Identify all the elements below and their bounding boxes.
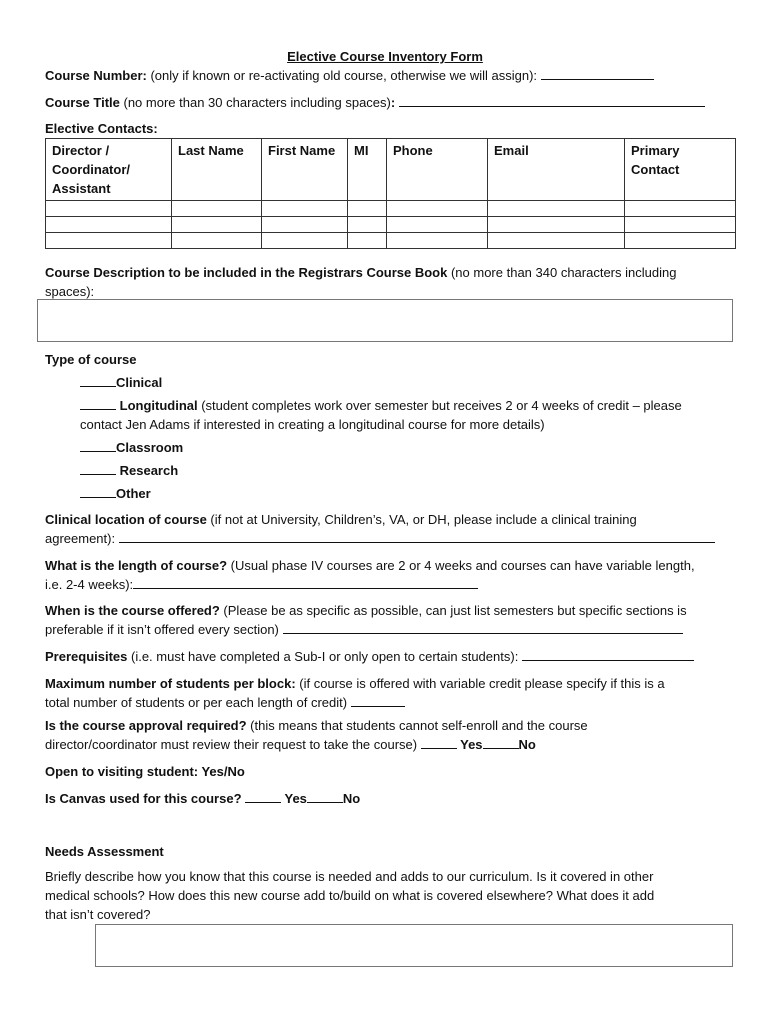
canvas-label: Is Canvas used for this course?	[45, 791, 246, 806]
course-description-note-2: spaces):	[45, 284, 95, 299]
table-cell[interactable]	[625, 201, 736, 217]
classroom-checkbox-blank[interactable]	[80, 439, 116, 452]
course-title-note: (no more than 30 characters including spaces)	[119, 95, 391, 110]
course-title-label: Course Title	[45, 95, 120, 110]
table-row	[46, 201, 736, 217]
max-students-field[interactable]	[351, 694, 405, 707]
when-offered-line	[45, 602, 687, 620]
classroom-label: Classroom	[116, 440, 184, 455]
max-students-line-2	[45, 694, 405, 712]
option-research[interactable]	[80, 462, 178, 480]
canvas-no-label: No	[342, 791, 361, 806]
max-students-note-2: total number of students or per each length of credit)	[45, 695, 351, 710]
course-description-note: (no more than 340 characters including	[447, 265, 677, 280]
header-director: Director / Coordinator/ Assistant	[46, 139, 172, 201]
needs-assessment-text-1: Briefly describe how you know that this course is needed and adds to our curriculum. Is it covered in other	[45, 869, 654, 884]
type-of-course-label: Type of course	[45, 352, 137, 367]
approval-no-blank[interactable]	[483, 736, 519, 749]
table-cell[interactable]	[625, 233, 736, 249]
prerequisites-line	[45, 648, 694, 666]
course-description-line	[45, 264, 676, 282]
prerequisites-field[interactable]	[522, 648, 694, 661]
form-title: Elective Course Inventory Form	[287, 49, 483, 64]
canvas-yes-blank[interactable]	[245, 790, 281, 803]
needs-assessment-text-2: medical schools? How does this new course add to/build on what is covered elsewhere? What does it add	[45, 888, 655, 903]
approval-note: (this means that students cannot self-enroll and the course	[246, 718, 588, 733]
when-offered-label: When is the course offered?	[45, 603, 220, 618]
canvas-line	[45, 790, 360, 808]
needs-assessment-text-3: that isn’t covered?	[45, 907, 151, 922]
approval-no-label: No	[518, 737, 536, 752]
clinical-location-note-2: agreement):	[45, 531, 119, 546]
course-number-line	[45, 67, 654, 85]
course-number-label: Course Number:	[45, 68, 147, 83]
prerequisites-note: (i.e. must have completed a Sub-I or only open to certain students):	[127, 649, 522, 664]
table-cell[interactable]	[46, 233, 172, 249]
approval-line-2	[45, 736, 536, 754]
clinical-location-label: Clinical location of course	[45, 512, 207, 527]
table-cell[interactable]	[262, 233, 348, 249]
clinical-checkbox-blank[interactable]	[80, 374, 116, 387]
max-students-line	[45, 675, 665, 693]
max-students-label: Maximum number of students per block:	[45, 676, 296, 691]
length-field[interactable]	[133, 576, 478, 589]
needs-assessment-textbox[interactable]	[95, 924, 733, 967]
option-longitudinal[interactable]	[80, 397, 682, 415]
longitudinal-label: Longitudinal	[119, 398, 198, 413]
length-label: What is the length of course?	[45, 558, 228, 573]
approval-label: Is the course approval required?	[45, 718, 247, 733]
table-cell[interactable]	[488, 233, 625, 249]
table-cell[interactable]	[625, 217, 736, 233]
table-cell[interactable]	[262, 217, 348, 233]
other-label: Other	[116, 486, 151, 501]
course-number-note: (only if known or re-activating old course, otherwise we will assign):	[146, 68, 541, 83]
course-number-field[interactable]	[541, 67, 654, 80]
when-offered-note-2: preferable if it isn’t offered every section)	[45, 622, 283, 637]
max-students-note: (if course is offered with variable credit please specify if this is a	[295, 676, 665, 691]
research-label: Research	[119, 463, 179, 478]
length-note-2: i.e. 2-4 weeks):	[45, 577, 134, 592]
course-title-colon: :	[390, 95, 396, 110]
approval-yes-label: Yes	[456, 737, 483, 752]
longitudinal-note: (student completes work over semester but receives 2 or 4 weeks of credit – please	[197, 398, 682, 413]
header-phone: Phone	[387, 139, 488, 201]
prerequisites-label: Prerequisites	[45, 649, 128, 664]
table-header-row	[46, 139, 736, 201]
table-cell[interactable]	[46, 201, 172, 217]
approval-yes-blank[interactable]	[421, 736, 457, 749]
header-first-name: First Name	[262, 139, 348, 201]
table-cell[interactable]	[387, 217, 488, 233]
table-cell[interactable]	[348, 201, 387, 217]
option-classroom[interactable]	[80, 439, 183, 457]
table-cell[interactable]	[46, 217, 172, 233]
approval-line	[45, 717, 588, 735]
elective-contacts-label: Elective Contacts:	[45, 121, 158, 136]
clinical-location-note: (if not at University, Children’s, VA, or DH, please include a clinical training	[206, 512, 637, 527]
table-cell[interactable]	[348, 217, 387, 233]
clinical-location-line-2	[45, 530, 715, 548]
canvas-no-blank[interactable]	[307, 790, 343, 803]
longitudinal-checkbox-blank[interactable]	[80, 397, 116, 410]
research-checkbox-blank[interactable]	[80, 462, 116, 475]
longitudinal-note-2: contact Jen Adams if interested in creating a longitudinal course for more details)	[80, 417, 545, 432]
elective-contacts-table	[45, 138, 736, 249]
course-title-line	[45, 94, 705, 112]
option-clinical[interactable]	[80, 374, 162, 392]
table-cell[interactable]	[172, 217, 262, 233]
length-line	[45, 557, 695, 575]
option-other[interactable]	[80, 485, 151, 503]
approval-note-2: director/coordinator must review their request to take the course)	[45, 737, 421, 752]
when-offered-note: (Please be as specific as possible, can just list semesters but specific sections is	[219, 603, 687, 618]
canvas-yes-label: Yes	[281, 791, 307, 806]
clinical-label: Clinical	[116, 375, 163, 390]
table-cell[interactable]	[262, 201, 348, 217]
other-checkbox-blank[interactable]	[80, 485, 116, 498]
table-cell[interactable]	[387, 233, 488, 249]
header-mi: MI	[348, 139, 387, 201]
table-cell[interactable]	[488, 217, 625, 233]
header-email: Email	[488, 139, 625, 201]
table-cell[interactable]	[172, 233, 262, 249]
table-cell[interactable]	[348, 233, 387, 249]
length-note: (Usual phase IV courses are 2 or 4 weeks and courses can have variable length,	[227, 558, 695, 573]
table-row	[46, 233, 736, 249]
length-line-2	[45, 576, 478, 594]
needs-assessment-label: Needs Assessment	[45, 844, 164, 859]
clinical-location-line	[45, 511, 637, 529]
visiting-student-label: Open to visiting student: Yes/No	[45, 764, 245, 779]
table-row	[46, 217, 736, 233]
table-cell[interactable]	[387, 201, 488, 217]
clinical-location-field[interactable]	[119, 530, 715, 543]
header-primary-contact: Primary Contact	[625, 139, 736, 201]
table-cell[interactable]	[172, 201, 262, 217]
when-offered-field[interactable]	[283, 621, 683, 634]
course-description-label: Course Description to be included in the Registrars Course Book	[45, 265, 448, 280]
table-cell[interactable]	[488, 201, 625, 217]
header-last-name: Last Name	[172, 139, 262, 201]
course-description-textbox[interactable]	[37, 299, 733, 342]
course-title-field[interactable]	[399, 94, 705, 107]
when-offered-line-2	[45, 621, 683, 639]
